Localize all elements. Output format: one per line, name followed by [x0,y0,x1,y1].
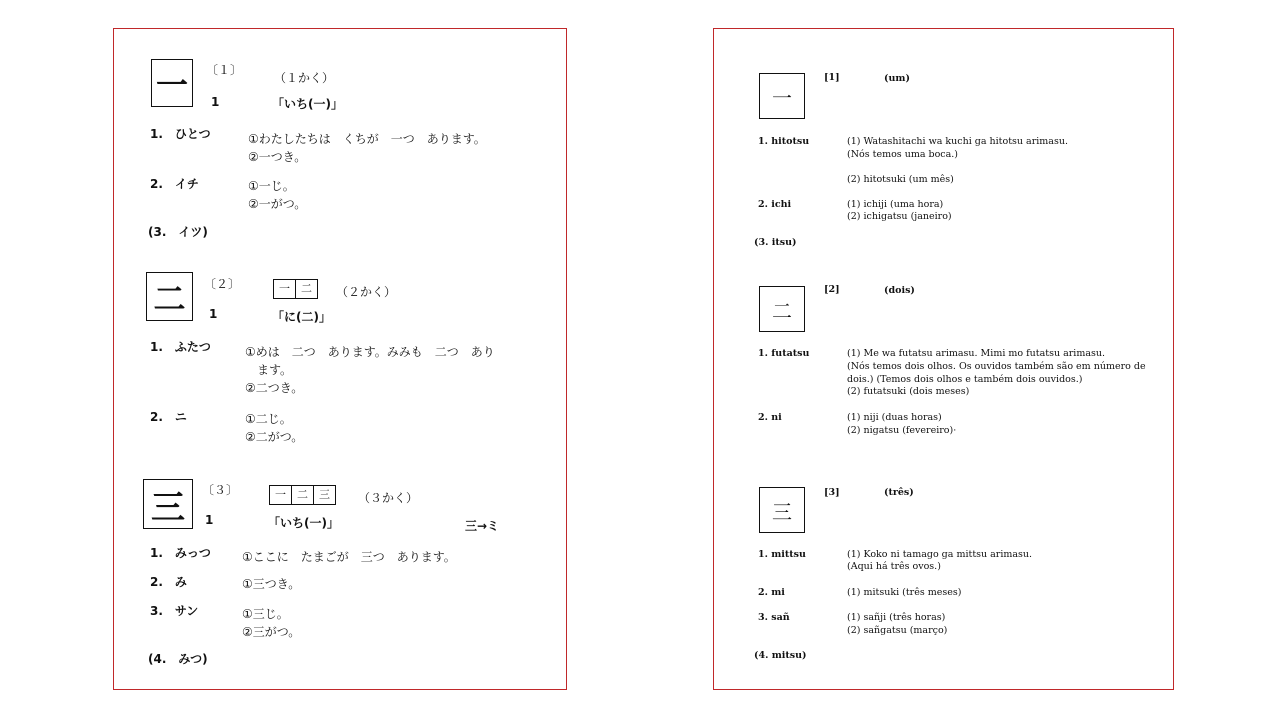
lesson-number: [3] [824,487,840,498]
example-line: ①わたしたちは くちが 一つ あります。 [248,132,486,146]
example-line: (1) Koko ni tamago ga mittsu arimasu. [847,549,1033,560]
example-line: (2) futatsuki (dois meses) [847,386,970,397]
unit-number: 1 [211,95,220,109]
example-line: (1) mitsuki (três meses) [847,587,962,598]
example-line: ②一つき。 [248,150,307,164]
kanji-glyph: 三 [772,499,792,524]
stroke-count: （１かく） [274,71,335,85]
stroke-step: 二 [292,486,314,504]
example-line: ①三つき。 [242,577,301,591]
example-line: (1) sañji (três horas) [847,612,946,623]
stroke-step: 一 [274,280,296,298]
example-line: (Nós temos dois olhos. Os ouvidos também são em número de [847,361,1146,372]
meaning: (um) [884,73,910,84]
lesson-number: 〔３〕 [202,483,239,497]
unit-number: 1 [209,307,218,321]
kanji-glyph: 一 [772,85,792,110]
kanji-box-3 [759,487,805,533]
example-line: ①めは 二つ あります。みみも 二つ あり [245,345,495,359]
stroke-step: 二 [301,282,312,295]
stroke-step: 三 [319,488,330,501]
lesson-number: [1] [824,72,840,83]
example-line: ます。 [245,363,293,377]
example-line: ②二がつ。 [245,430,304,444]
entry-label: 3. サン [150,604,199,618]
entry-label: (3. イツ) [148,225,208,239]
entry-label: 1. mittsu [758,549,806,560]
example-line: (2) ichigatsu (janeiro) [847,211,952,222]
kanji-glyph: 二 [153,279,186,318]
meaning: (três) [884,487,914,498]
example-line: ②一がつ。 [248,197,307,211]
reading: 「いち(一)」 [272,97,343,111]
entry-label: 3. sañ [758,612,790,623]
kanji-box-3 [143,479,193,529]
entry-label: 1. ふたつ [150,340,211,354]
kanji-box-2 [759,286,805,332]
example-line: (1) ichiji (uma hora) [847,199,944,210]
japanese-textbook-page [113,28,567,690]
entry-label: (4. みつ) [148,652,208,666]
example-line: ①二じ。 [245,412,292,426]
lesson-number: 〔１〕 [206,63,243,77]
reading: 「いち(一)」 [268,516,339,530]
example-line: ②二つき。 [245,381,304,395]
entry-label: 1. futatsu [758,348,810,359]
example-line: (Nós temos uma boca.) [847,149,959,160]
stroke-order [273,279,318,299]
kanji-box-2 [146,272,193,321]
entry-label: 1. ひとつ [150,127,211,141]
reading: 「に(二)」 [272,310,331,324]
entry-label: 2. ichi [758,199,792,210]
example-line: (1) niji (duas horas) [847,412,942,423]
entry-label: 2. イチ [150,177,199,191]
note: 三→ミ [465,519,500,533]
meaning: (dois) [884,285,915,296]
example-line: (1) Me wa futatsu arimasu. Mimi mo futatsu arimasu. [847,348,1106,359]
lesson-number: 〔２〕 [204,277,241,291]
kanji-glyph: 二 [772,298,792,323]
entry-label: 1. hitotsu [758,136,810,147]
stroke-count: （２かく） [336,285,397,299]
entry-label: (3. itsu) [754,237,797,248]
kanji-glyph: 三 [151,487,185,528]
entry-label: 1. みっつ [150,546,211,560]
example-line: (2) sañgatsu (março) [847,625,948,636]
stroke-count: （３かく） [358,491,419,505]
entry-label: 2. ni [758,412,782,423]
stroke-order [269,485,336,505]
example-line: ①ここに たまごが 三つ あります。 [242,550,456,564]
lesson-number: [2] [824,284,840,295]
kanji-box-1 [151,59,193,107]
portuguese-translation-page [713,28,1174,690]
unit-number: 1 [205,513,214,527]
example-line: ①三じ。 [242,607,289,621]
entry-label: 2. ニ [150,410,187,424]
kanji-glyph: 一 [155,66,188,104]
example-line: (2) nigatsu (fevereiro)· [847,425,957,436]
entry-label: (4. mitsu) [754,650,807,661]
kanji-box-1 [759,73,805,119]
example-line: dois.) (Temos dois olhos e também dois ouvidos.) [847,374,1083,385]
entry-label: 2. み [150,575,187,589]
example-line: ②三がつ。 [242,625,301,639]
entry-label: 2. mi [758,587,785,598]
example-line: ①一じ。 [248,179,295,193]
stroke-step: 一 [270,486,292,504]
example-line: (1) Watashitachi wa kuchi ga hitotsu arimasu. [847,136,1068,147]
example-line: (Aqui há três ovos.) [847,561,941,572]
example-line: (2) hitotsuki (um mês) [847,174,954,185]
